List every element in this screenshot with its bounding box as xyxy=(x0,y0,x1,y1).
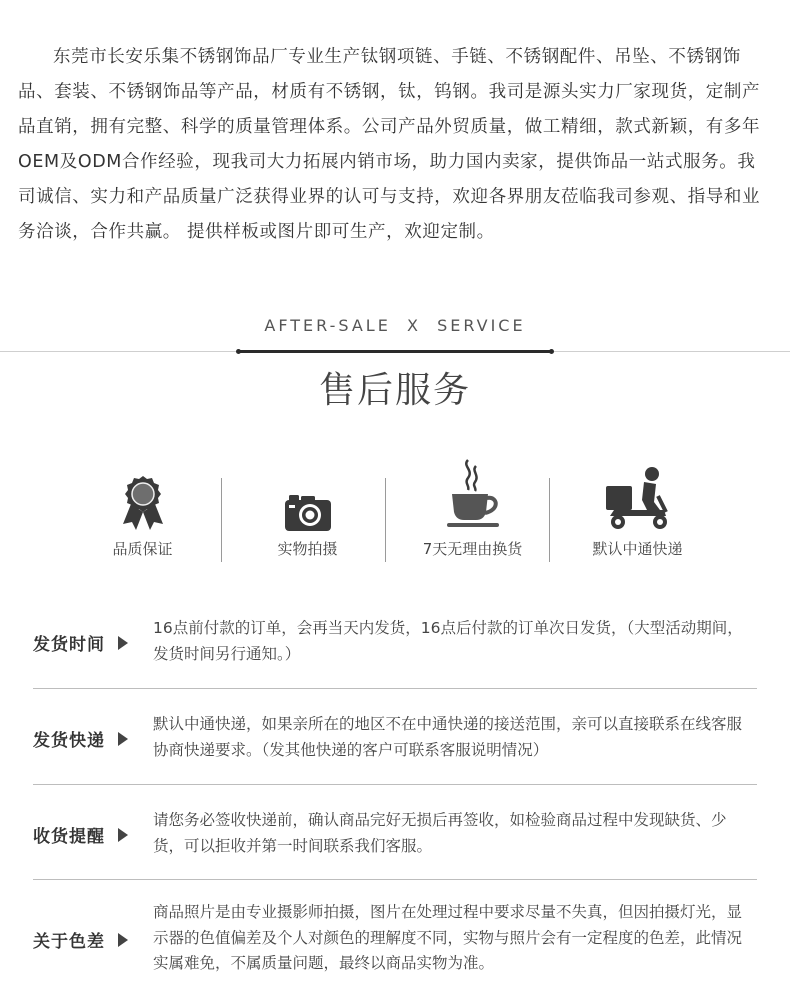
feature-label: 品质保证 xyxy=(112,540,173,558)
feature-separator xyxy=(221,478,222,562)
medal-icon xyxy=(119,474,167,532)
triangle-right-icon xyxy=(118,933,128,947)
row-divider xyxy=(33,688,757,689)
row-text: 商品照片是由专业摄影师拍摄，图片在处理过程中要求尽量不失真，但因拍摄灯光，显示器的色值偏差及个人对颜色的理解度不同，实物与照片会有一定程度的色差，此情况实属难免，不属质量问题，最终以商品实物为准。 xyxy=(153,903,743,972)
row-text: 16点前付款的订单，会再当天内发货，16点后付款的订单次日发货，（大型活动期间，发货时间另行通知。） xyxy=(153,619,743,663)
row-title: 收货提醒 xyxy=(33,822,128,847)
row-title: 发货快递 xyxy=(33,726,128,751)
feature-separator xyxy=(549,478,550,562)
service-features xyxy=(60,450,720,570)
feature-delivery xyxy=(555,450,720,570)
divider-accent xyxy=(238,350,553,353)
row-text: 默认中通快递，如果亲所在的地区不在中通快递的接送范围，亲可以直接联系在线客服协商快递要求。（发其他快递的客户可联系客服说明情况） xyxy=(153,715,743,759)
company-intro: 东莞市长安乐集不锈钢饰品厂专业生产钛钢项链、手链、不锈钢配件、吊坠、不锈钢饰品、套装、不锈钢饰品等产品，材质有不锈钢，钛，钨钢。我司是源头实力厂家现货，定制产品直销，拥有完整、科学的质量管理体系。公司产品外贸质量，做工精细，款式新颖，有多年OEM及ODM合作经验，现我司大力拓展内销市场，助力国内卖家，提供饰品一站式服务。我司诚信、实力和产品质量广泛获得业界的认可与支持，欢迎各界朋友莅临我司参观、指导和业务洽谈，合作共赢。 提供样板或图片即可生产，欢迎定制。 xyxy=(18,47,761,242)
row-title: 发货时间 xyxy=(33,630,128,655)
triangle-right-icon xyxy=(118,732,128,746)
row-text: 请您务必签收快递前，确认商品完好无损后再签收，如检验商品过程中发现缺货、少货，可以拒收并第一时间联系我们客服。 xyxy=(153,811,727,855)
feature-photo xyxy=(225,450,390,570)
coffee-cup-icon xyxy=(444,456,502,532)
delivery-scooter-icon xyxy=(604,466,672,532)
triangle-right-icon xyxy=(118,828,128,842)
divider-dot-right xyxy=(549,349,554,354)
feature-label: 7天无理由换货 xyxy=(422,540,523,558)
feature-separator xyxy=(385,478,386,562)
row-title: 关于色差 xyxy=(33,927,128,952)
triangle-right-icon xyxy=(118,636,128,650)
feature-quality xyxy=(60,450,225,570)
feature-label: 实物拍摄 xyxy=(277,540,338,558)
row-divider xyxy=(33,879,757,880)
divider-dot-left xyxy=(236,349,241,354)
camera-icon xyxy=(284,494,332,532)
row-divider xyxy=(33,784,757,785)
section-subtitle: AFTER-SALE X SERVICE xyxy=(264,316,526,335)
section-title: 售后服务 xyxy=(318,370,471,411)
feature-label: 默认中通快递 xyxy=(592,540,683,558)
feature-exchange xyxy=(390,450,555,570)
